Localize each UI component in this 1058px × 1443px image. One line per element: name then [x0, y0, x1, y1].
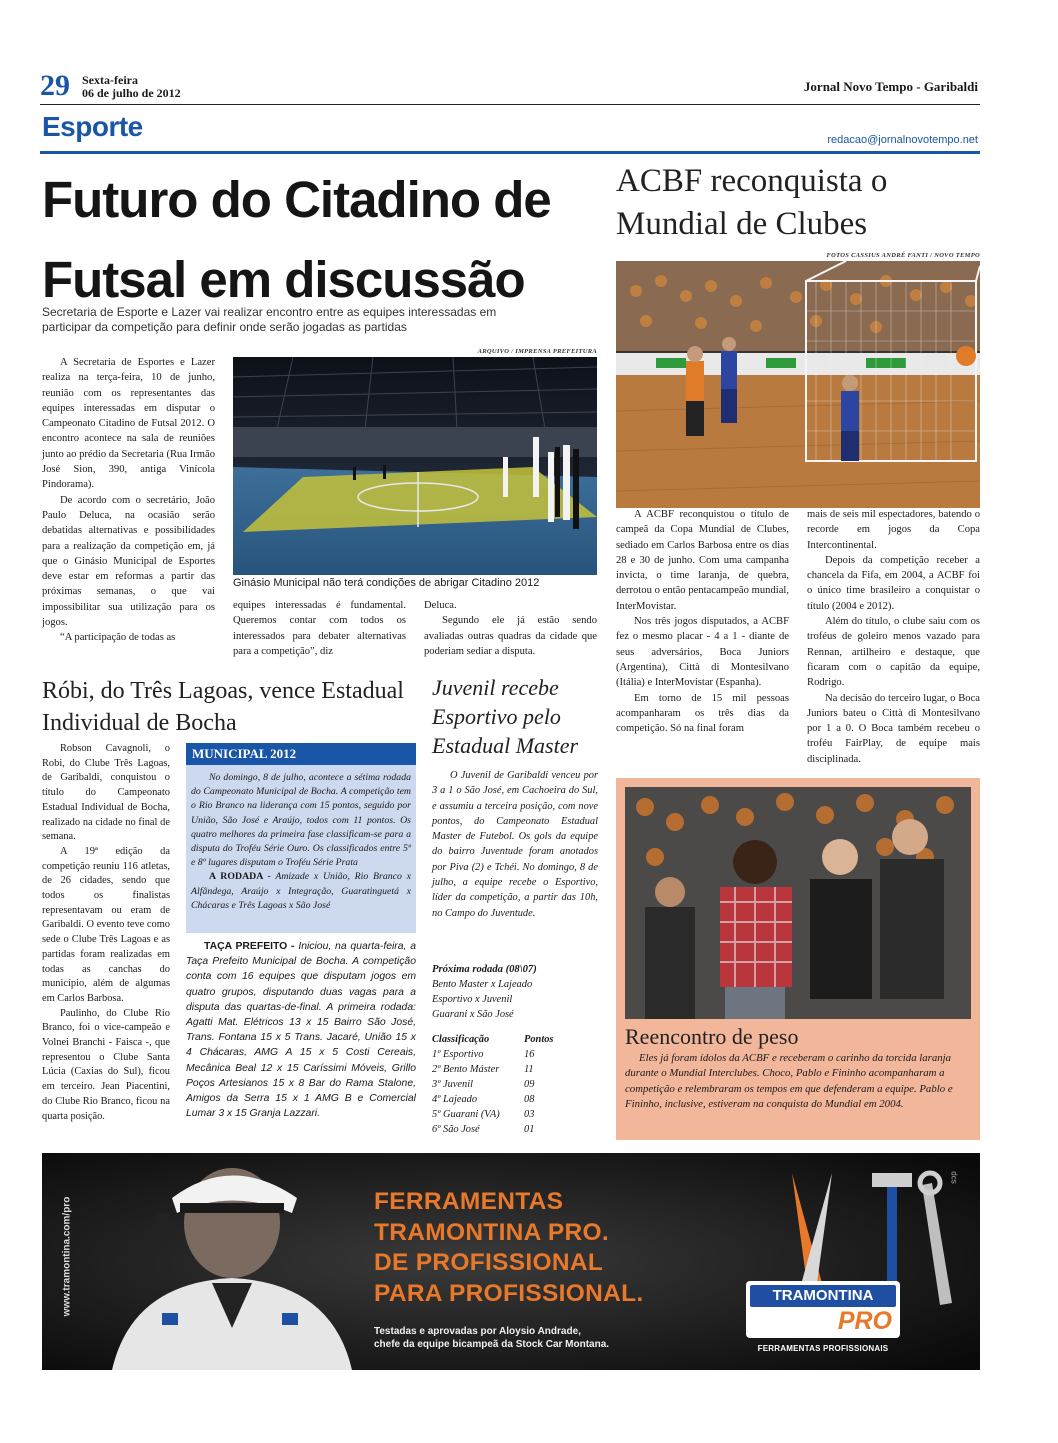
bocha-paragraph: Robson Cavagnoli, o Robi, do Clube Três Lagoas, de Garibaldi, conquistou o título do Campeonato Estadual Individual de Bocha, realizado na cidade no final de semana.	[42, 743, 170, 843]
taca-label: TAÇA PREFEITO -	[204, 941, 295, 952]
section-rule	[40, 151, 980, 154]
standings-row	[432, 1047, 572, 1062]
section-title: Esporte	[42, 111, 143, 142]
logo-brand: TRAMONTINA	[750, 1285, 896, 1307]
taca-text: Iniciou, na quarta-feira, a Taça Prefeito Municipal de Bocha. A competição conta com 16 equipes que disputam jogos em quatro grupos, disputando duas vagas para a disputa das quartas-de-final. A primeira rodada: Agatti Mat. Elétricos 13 x 15 Bairro São José, Trans. Fontana 15 x 5 Trans. Jacaré, União 15 x 4 Chácaras, AMG A 15 x 5 Costi Cereais, Mecânica Beal 12 x 15 Caríssimi Móveis, Grillo Poços Artesianos 15 x 8 Bar do Rama Stalone, Amigos da Serra 15 x 1 AMG B e Comercial Lumar 3 x 15 Granja Lazzari.	[186, 941, 416, 1120]
ad-tagline	[374, 1325, 609, 1351]
rodada-text: Amizade x União, Rio Branco x Alfândega, Araújo x Integração, Guaratinguetá x Chácaras e Três Lagoas x São José	[191, 871, 411, 911]
municipal-box	[186, 743, 416, 933]
main-paragraph: De acordo com o secretário, João Paulo Deluca, na ocasião serão debatidas alternativas e possibilidades para a realização da competição em, já que o Ginásio Municipal de Esportes deve estar em reformas a partir das próximas semanas, o que vai impossibilitar sua utilização para os jogos.	[42, 494, 215, 629]
municipal-box-title: MUNICIPAL 2012	[186, 743, 416, 765]
standings-points: 01	[524, 1124, 535, 1135]
standings-team: 4º Lajeado	[432, 1094, 478, 1105]
rodada-label: A RODADA -	[209, 871, 271, 883]
tramontina-logo[interactable]	[746, 1281, 900, 1338]
ad-corner-mark: dcs	[949, 1171, 959, 1184]
ad-headline-line: DE PROFISSIONAL	[374, 1249, 604, 1276]
reencontro-box	[616, 778, 980, 1140]
ad-headline-line: FERRAMENTAS	[374, 1188, 564, 1215]
main-subtitle: Secretaria de Esporte e Lazer vai realizar encontro entre as equipes interessadas em participar da competição para definir onde serão jogadas as partidas	[42, 305, 497, 334]
logo-pro: PRO	[837, 1307, 892, 1335]
acbf-photo-credit: FOTOS CASSIUS ANDRÉ FANTI / NOVO TEMPO	[826, 252, 980, 259]
next-round-match: Bento Master x Lajeado	[432, 979, 533, 990]
standings-team: 1º Esportivo	[432, 1049, 484, 1060]
bocha-column-1	[42, 742, 170, 1124]
gym-photo-illustration	[233, 357, 597, 575]
standings-points: 03	[524, 1109, 535, 1120]
standings-header-points: Pontos	[524, 1034, 554, 1045]
standings-team: 6º São José	[432, 1124, 480, 1135]
bocha-paragraph: Paulinho, do Clube Rio Branco, foi o vice-campeão e Volnei Branchi - Faisca -, que representou o Clube Santa Lúcia (Caxias do Sul), ficou em terceiro. Jean Piacentini, do Clube Rio Branco, ficou na quarta posição.	[42, 1007, 170, 1122]
standings-row	[432, 1107, 572, 1122]
players-photo-illustration	[625, 787, 971, 1019]
standings-team: 2º Bento Máster	[432, 1064, 500, 1075]
main-column-2	[233, 598, 406, 659]
main-paragraph: A Secretaria de Esportes e Lazer realiza na terça-feira, 10 de junho, reunião com os representantes das equipes interessadas em disputar o Campeonato Citadino de Futsal 2012. O encontro acontece na sala de reuniões junto ao prédio da Secretaria (Rua Irmão José Sion, 390, antiga Vinícola Pindorama).	[42, 357, 215, 491]
acbf-paragraph: Em torno de 15 mil pessoas acompanharam os três dias da competição. Só na final foram	[616, 692, 789, 735]
standings-points: 08	[524, 1094, 535, 1105]
next-round-match: Guarani x São José	[432, 1009, 514, 1020]
taca-prefeito	[186, 939, 416, 1121]
standings-team: 3º Juvenil	[432, 1079, 474, 1090]
juvenil-text: O Juvenil de Garibaldi venceu por 3 a 1 o São José, em Cachoeira do Sul, e assumiu a terceira posição, com nove pontos, do Campeonato Estadual Master de Futebol. Os gols da equipe do bairro Juventude foram anotados por Piva (2) e Tchéi. No domingo, 8 de julho, a equipe recebe o Esportivo, líder da competição, a partir das 10h, no Campo do Juventude.	[432, 770, 598, 919]
main-paragraph: equipes interessadas é fundamental. Queremos contar com todos os interessados para debater alternativas para a competição”, diz	[233, 600, 406, 657]
acbf-paragraph: A ACBF reconquistou o título de campeã da Copa Mundial de Clubes, sediado em Carlos Barbosa entre os dias 28 e 30 de junho. Com uma campanha invicta, o time laranja, de quebra, derrotou o então pentacampeão mundial, InterMovistar.	[616, 509, 789, 612]
standings-points: 09	[524, 1079, 535, 1090]
ad-headline-line: TRAMONTINA PRO.	[374, 1218, 609, 1246]
next-round-label: Próxima rodada (08\07)	[432, 964, 537, 975]
next-round-match: Esportivo x Juvenil	[432, 994, 513, 1005]
main-headline: Futuro do Citadino de Futsal em discussão	[42, 171, 551, 308]
standings-points: 11	[524, 1064, 534, 1075]
bocha-paragraph: A 19ª edição da competição reuniu 116 atletas, de 26 cidades, sendo que todos os finalistas representavam ou eram de Garibaldi. O evento teve como sede o Clube Três Lagoas e as partidas foram realizadas em todas as canchas do município, além de algumas em Carlos Barbosa.	[42, 845, 170, 1004]
futsal-match-photo	[616, 261, 980, 508]
reencontro-text: Eles já foram ídolos da ACBF e receberam o carinho da torcida laranja durante o Mundial Interclubes. Choco, Pablo e Fininho acompanharam a competição e relembraram os tempos em que defenderam a equipe. Pablo e Fininho, inclusive, estiveram na conquista do Mundial em 2004.	[625, 1052, 953, 1110]
standings-row	[432, 1062, 572, 1077]
standings-row	[432, 1122, 572, 1137]
main-photo-credit: ARQUIVO / IMPRENSA PREFEITURA	[477, 348, 597, 355]
acbf-headline: ACBF reconquista o Mundial de Clubes	[616, 163, 888, 242]
standings-table	[432, 1032, 572, 1137]
former-players-photo	[625, 787, 971, 1019]
next-round-list	[432, 977, 532, 1022]
main-paragraph: Segundo ele já estão sendo avaliadas outras quadras da cidade que poderiam sediar a disputa.	[424, 615, 597, 657]
standings-header-team: Classificação	[432, 1034, 490, 1045]
main-column-3	[424, 598, 597, 659]
municipal-rodada	[186, 870, 416, 913]
tramontina-ad[interactable]	[42, 1153, 980, 1370]
issue-date: 06 de julho de 2012	[82, 86, 181, 100]
newspaper-name: Jornal Novo Tempo - Garibaldi	[803, 79, 978, 94]
main-paragraph: Deluca.	[424, 600, 457, 611]
standings-header-row	[432, 1032, 572, 1047]
acbf-paragraph: Na decisão do terceiro lugar, o Boca Juniors bateu o Città di Montesilvano por 1 a 0. O Boca também recebeu o troféu FairPlay, de equipe mais disciplinada.	[807, 692, 980, 765]
acbf-paragraph: Nos três jogos disputados, a ACBF fez o mesmo placar - 4 a 1 - diante de seus adversários, Boca Juniors (Argentina), Città di Montesilvano (Itália) e InterMovistar (Espanha).	[616, 616, 789, 689]
contact-email[interactable]: redacao@jornalnovotempo.net	[827, 134, 978, 146]
acbf-paragraph: mais de seis mil espectadores, batendo o recorde em jogos da Copa Intercontinental.	[807, 509, 980, 551]
bocha-headline: Róbi, do Três Lagoas, vence Estadual Individual de Bocha	[42, 678, 404, 736]
issue-weekday: Sexta-feira	[82, 73, 138, 87]
masthead-rule	[40, 104, 980, 105]
ad-headline	[374, 1187, 643, 1309]
standings-row	[432, 1092, 572, 1107]
ad-side-url[interactable]: www.tramontina.com/pro	[61, 1196, 73, 1317]
standings-team: 5º Guarani (VA)	[432, 1109, 500, 1120]
municipal-box-text: No domingo, 8 de julho, acontece a sétima rodada do Campeonato Municipal de Bocha. A competição tem o Rio Branco na liderança com 15 pontos, seguido por União, São José e Araújo, todos com 11 pontos. Os quatro melhores da primeira fase classificam-se para a disputa do Troféu Série Ouro. Os classificados entre 5º e 8º lugares disputam o Troféu Série Prata	[191, 772, 411, 869]
main-column-1	[42, 355, 215, 646]
acbf-column-1	[616, 507, 789, 736]
futsal-photo-illustration	[616, 261, 980, 508]
ad-tagline-line: Testadas e aprovadas por Aloysio Andrade,	[374, 1326, 581, 1337]
ad-tagline-line: chefe da equipe bicampeã da Stock Car Montana.	[374, 1339, 610, 1350]
standings-row	[432, 1077, 572, 1092]
acbf-paragraph: Além do título, o clube saiu com os troféus de goleiro menos vazado para Rennan, artilheiro e destaque, que ficaram com o capitão da equipe, Rodrigo.	[807, 616, 980, 689]
ad-headline-line: PARA PROFISSIONAL.	[374, 1279, 644, 1307]
gym-photo	[233, 357, 597, 575]
standings-points: 16	[524, 1049, 535, 1060]
page-number: 29	[40, 69, 70, 102]
juvenil-headline: Juvenil recebe Esportivo pelo Estadual Master	[432, 675, 579, 758]
acbf-column-2	[807, 507, 980, 767]
main-paragraph: “A participação de todas as	[60, 632, 176, 644]
main-photo-caption: Ginásio Municipal não terá condições de abrigar Citadino 2012	[233, 576, 597, 590]
acbf-paragraph: Depois da competição receber a chancela da Fifa, em 2004, a ACBF foi o único time brasileiro a conquistar o título (2004 e 2012).	[807, 554, 980, 612]
logo-caption: FERRAMENTAS PROFISSIONAIS	[757, 1344, 889, 1353]
reencontro-title: Reencontro de peso	[625, 1024, 799, 1049]
